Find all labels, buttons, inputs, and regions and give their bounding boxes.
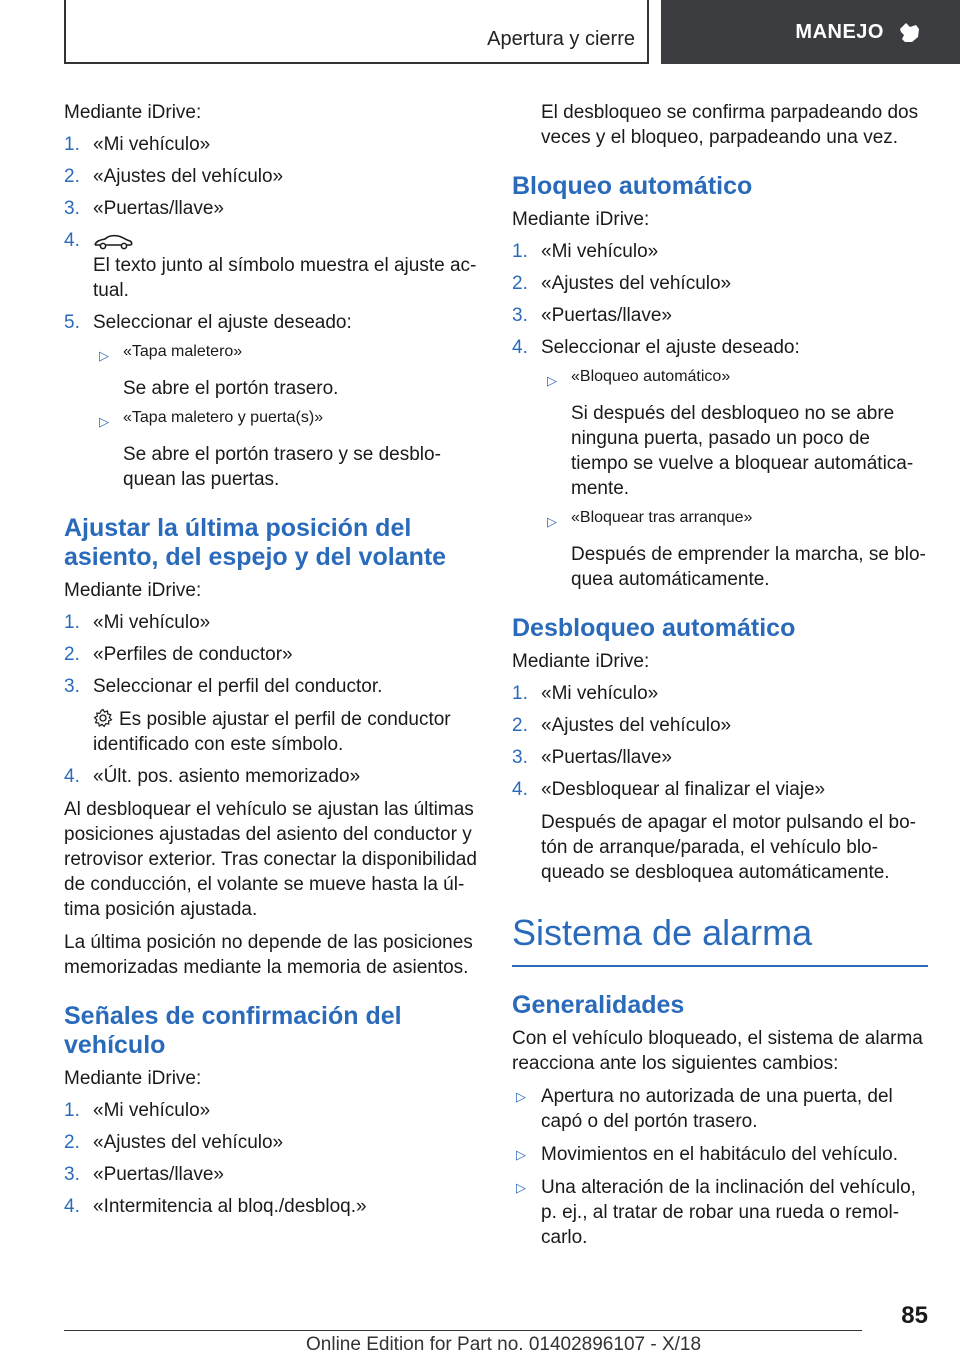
step-note: Después de apagar el motor pulsando el bo-tón de arranque/parada, el vehículo blo-queado se desbloquea automáticamente. [541, 812, 916, 883]
triangle-bullet-icon: ▷ [99, 414, 109, 429]
profile-note: Es posible ajustar el perfil de conductor identificado con este símbolo. [93, 709, 451, 755]
option-item: ▷ «Tapa maletero y puerta(s)» [93, 409, 478, 434]
car-icon [93, 232, 133, 250]
section-heading: Ajustar la última posición del asiento, del espejo y del volante [64, 514, 447, 571]
list-item: 4. Seleccionar el ajuste deseado: [512, 337, 800, 358]
paragraph: Al desbloquear el vehículo se ajustan las últimas posiciones ajustadas del asiento del conductor y retrovisor exterior. Tras conectar la disponibilidad de conducción, el volante se mueve hasta la úl-tima posición ajustada. [64, 799, 477, 920]
chapter-heading: Sistema de alarma [512, 911, 928, 967]
continued-text: El desbloqueo se confirma parpadeando dos veces y el bloqueo, parpadeando una vez. [541, 102, 919, 148]
list-item: 3. Seleccionar el perfil del conductor. [64, 676, 383, 697]
list-item: 5. Seleccionar el ajuste deseado: [64, 312, 352, 333]
header-section-box [64, 0, 649, 64]
list-item: 2. «Ajustes del vehículo» [64, 1132, 284, 1153]
list-item: 2. «Ajustes del vehículo» [512, 273, 732, 294]
right-column: El desbloqueo se confirma parpadeando dos veces y el bloqueo, parpadeando una vez. Bloqueo automático Mediante iDrive: 1. «Mi vehículo» 2. «Ajustes del vehículo» 3. «Puertas/llave» 4. Seleccionar el ajuste deseado: ▷ «Bloqueo automático» Si después del desbloqueo no se abre ninguna puerta, pasado un poco de tiempo se vuelve a bloquear automática-mente. ▷ «Bloquear tras arranque» Después de emprender la marcha, se blo-quea automáticamente. Desbloqueo automático Mediante iDrive: 1. «Mi vehículo» 2. «Ajustes del vehículo» 3. «Puertas/llave» 4. «Desbloquear al finalizar el viaje» Después de apagar el motor pulsando el bo-tón de arranque/parada, el vehículo blo-queado se desbloquea automáticamente. Sistema de alarma Generalidades Con el vehículo bloqueado, el sistema de alarma reacciona ante los siguientes cambios: ▷ Apertura no autorizada de una puerta, del capó o del portón trasero. ▷ Movimientos en el habitáculo del vehículo. ▷ Una alteración de la inclinación del vehículo, p. ej., al tratar de robar una rueda o remol-carlo. [512, 100, 928, 1250]
list-item: 4. «Intermitencia al bloq./desbloq.» [64, 1196, 367, 1217]
footer-divider [64, 1330, 862, 1331]
triangle-bullet-icon: ▷ [547, 514, 557, 529]
option-item: ▷ «Bloquear tras arranque» [541, 509, 928, 534]
list-item: 1. «Mi vehículo» [64, 134, 211, 155]
list-item: 4. «Desbloquear al finalizar el viaje» [512, 779, 826, 800]
left-column: Mediante iDrive: 1. «Mi vehículo» 2. «Ajustes del vehículo» 3. «Puertas/llave» 4. El texto junto al símbolo muestra el ajuste ac-tual. 5. Seleccionar el ajuste deseado: ▷ «Tapa maletero» Se abre el portón trasero. ▷ «Tapa maletero y puerta(s)» Se abre el portón trasero y se desblo-quean las puertas. Ajustar la última posición del asiento, del espejo y del volante Mediante iDrive: 1. «Mi vehículo» 2. «Perfiles de conductor» 3. Seleccionar el perfil del conductor. Es posible ajustar el perfil de conductor identificado con este símbolo. 4. «Últ. pos. asiento memorizado» Al desbloquear el vehículo se ajustan las últimas posiciones ajustadas del asiento del conductor y retrovisor exterior. Tras conectar la disponibilidad de conducción, el volante se mueve hasta la úl-tima posición ajustada. La última posición no depende de las posiciones memorizadas mediante la memoria de asientos. Señales de confirmación del vehículo Mediante iDrive: 1. «Mi vehículo» 2. «Ajustes del vehículo» 3. «Puertas/llave» 4. «Intermitencia al bloq./desbloq.» [64, 102, 477, 1217]
gear-icon [93, 708, 113, 728]
list-item: 4. «Últ. pos. asiento memorizado» [64, 766, 361, 787]
list-item: 2. «Perfiles de conductor» [64, 644, 293, 665]
triangle-bullet-icon: ▷ [99, 348, 109, 363]
option-item: ▷ «Tapa maletero» [93, 343, 478, 368]
section-heading: Bloqueo automático [512, 172, 753, 200]
list-item: 1. «Mi vehículo» [64, 612, 211, 633]
list-item: 1. «Mi vehículo» [512, 241, 659, 262]
list-item: 3. «Puertas/llave» [512, 747, 672, 768]
list-item: 3. «Puertas/llave» [64, 1164, 224, 1185]
list-item: 2. «Ajustes del vehículo» [512, 715, 732, 736]
intro-text: Mediante iDrive: [64, 102, 202, 123]
triangle-bullet-icon: ▷ [516, 1089, 526, 1104]
list-item: ▷ Una alteración de la inclinación del vehículo, p. ej., al tratar de robar una rueda o remol-carlo. [512, 1175, 928, 1250]
list-item: 3. «Puertas/llave» [512, 305, 672, 326]
list-item: 4. El texto junto al símbolo muestra el ajuste ac-tual. [64, 230, 477, 301]
section-heading: Señales de confirmación del vehículo [64, 1002, 402, 1059]
list-item: 3. «Puertas/llave» [64, 198, 224, 219]
triangle-bullet-icon: ▷ [516, 1147, 526, 1162]
section-heading: Generalidades [512, 991, 685, 1019]
list-item: 1. «Mi vehículo» [512, 683, 659, 704]
header-chapter-tab [661, 0, 960, 64]
chapter-title: MANEJO [795, 20, 884, 43]
page-number: 85 [901, 1302, 928, 1329]
triangle-bullet-icon: ▷ [516, 1180, 526, 1195]
footer-edition: Online Edition for Part no. 01402896107 - X/18 [306, 1334, 702, 1355]
section-title: Apertura y cierre [487, 28, 635, 50]
list-item: 2. «Ajustes del vehículo» [64, 166, 284, 187]
triangle-bullet-icon: ▷ [547, 373, 557, 388]
option-item: ▷ «Bloqueo automático» [541, 368, 928, 393]
list-item: ▷ Apertura no autorizada de una puerta, del capó o del portón trasero. [512, 1084, 928, 1134]
list-item: 1. «Mi vehículo» [64, 1100, 211, 1121]
paragraph: La última posición no depende de las posiciones memorizadas mediante la memoria de asientos. [64, 932, 473, 978]
steering-hand-icon [896, 19, 922, 45]
list-item: ▷ Movimientos en el habitáculo del vehículo. [512, 1142, 928, 1167]
section-heading: Desbloqueo automático [512, 614, 796, 642]
